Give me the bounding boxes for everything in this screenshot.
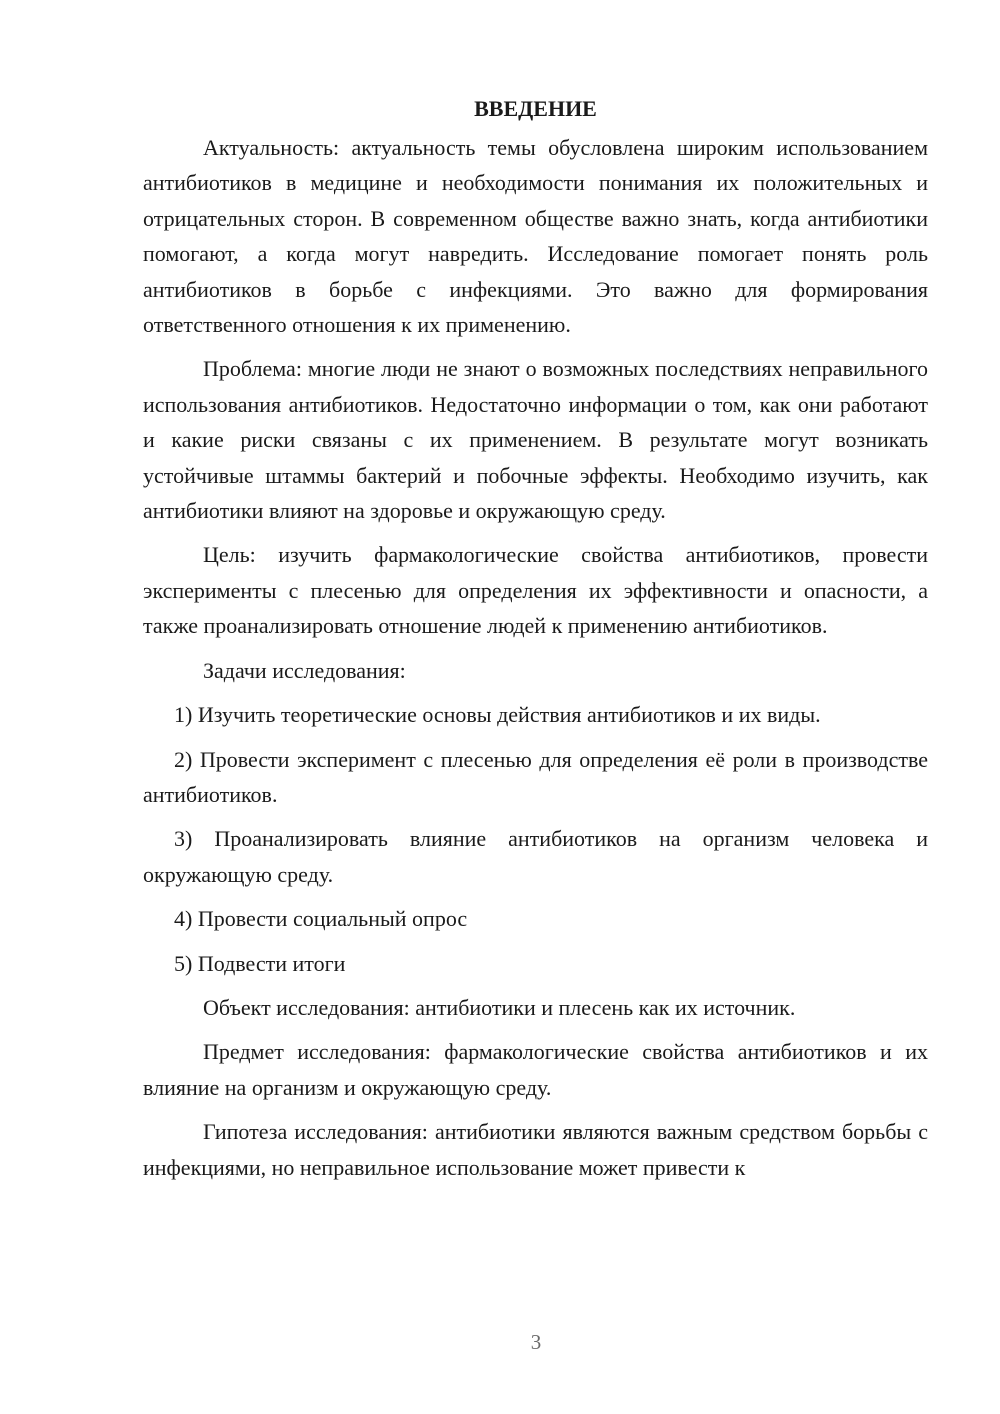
- paragraph-relevance: Актуальность: актуальность темы обусловлена широким использованием антибиотиков в медицине и необходимости понимания их положительных и отрицательных сторон. В современном обществе важно знать, когда антибиотики помогают, а когда могут навредить. Исследование помогает понять роль антибиотиков в борьбе с инфекциями. Это важно для формирования ответственного отношения к их применению.: [143, 135, 928, 338]
- task-item-5: 5) Подвести итоги: [174, 950, 346, 976]
- task-item-3: 3) Проанализировать влияние антибиотиков на организм человека и окружающую среду.: [143, 826, 928, 887]
- task-item-1: 1) Изучить теоретические основы действия антибиотиков и их виды.: [174, 702, 821, 728]
- paragraph-hypothesis: Гипотеза исследования: антибиотики являются важным средством борьбы с инфекциями, но неправильное использование может привести к: [143, 1119, 928, 1180]
- document-page: [143, 90, 928, 1193]
- page-number: 3: [530, 1330, 542, 1354]
- tasks-list: [143, 697, 928, 981]
- paragraph-subject: Предмет исследования: фармакологические свойства антибиотиков и их влияние на организм и окружающую среду.: [143, 1039, 928, 1100]
- tasks-heading: Задачи исследования:: [203, 657, 406, 683]
- paragraph-problem: Проблема: многие люди не знают о возможных последствиях неправильного использования антибиотиков. Недостаточно информации о том, как они работают и какие риски связаны с их применением. В результате могут возникать устойчивые штаммы бактерий и побочные эффекты. Необходимо изучить, как антибиотики влияют на здоровье и окружающую среду.: [143, 356, 928, 524]
- paragraph-goal: Цель: изучить фармакологические свойства антибиотиков, провести эксперименты с плесенью для определения их эффективности и опасности, а также проанализировать отношение людей к применению антибиотиков.: [143, 542, 928, 639]
- task-item-4: 4) Провести социальный опрос: [174, 906, 468, 932]
- paragraph-object: Объект исследования: антибиотики и плесень как их источник.: [203, 994, 796, 1020]
- section-title: ВВЕДЕНИЕ: [474, 96, 597, 121]
- task-item-2: 2) Провести эксперимент с плесенью для определения её роли в производстве антибиотиков.: [143, 746, 928, 807]
